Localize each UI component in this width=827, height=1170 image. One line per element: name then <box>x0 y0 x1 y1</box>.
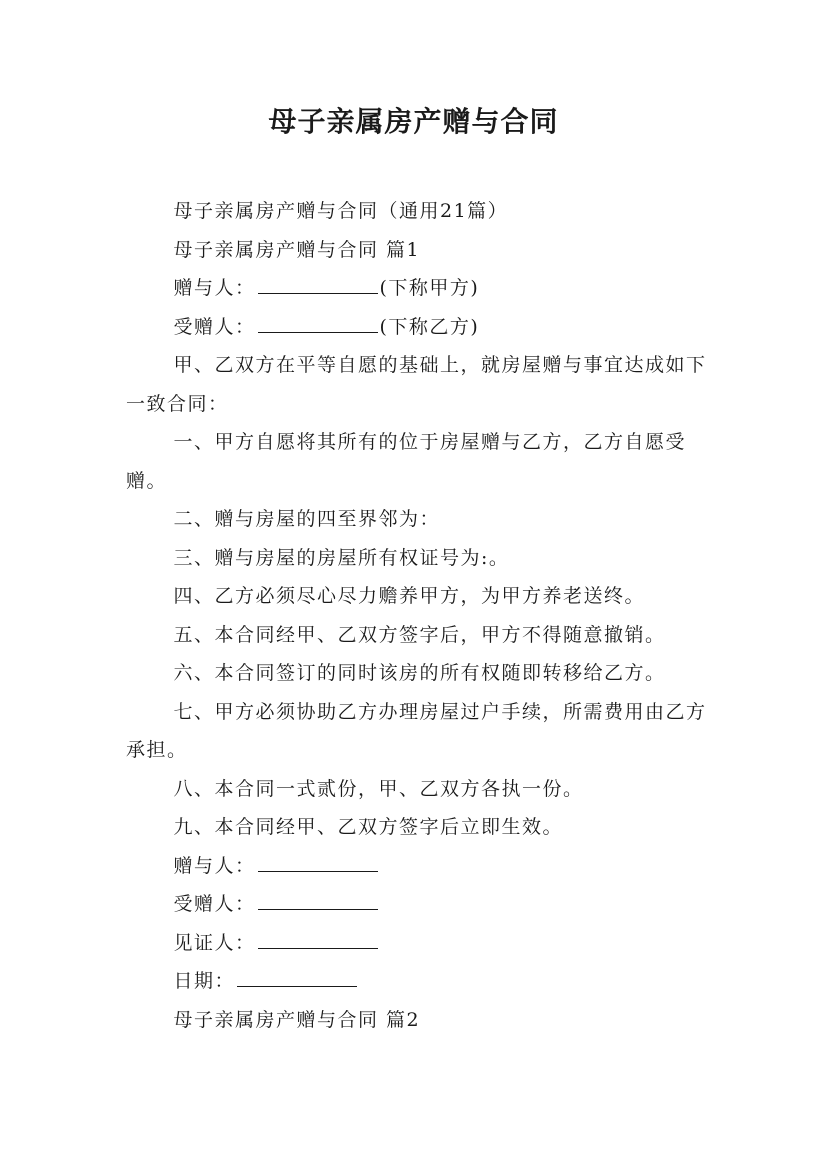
signature-donor-label: 赠与人： <box>173 854 256 877</box>
clause-9: 九、本合同经甲、乙双方签字后立即生效。 <box>173 816 564 838</box>
donor-label: 赠与人： <box>173 277 256 299</box>
paragraph-section-heading-1: 母子亲属房产赠与合同 篇1 <box>173 238 421 261</box>
donor-line <box>126 269 716 308</box>
signature-date-line <box>126 962 716 1001</box>
recipient-blank <box>258 331 378 333</box>
clause-1: 一、甲方自愿将其所有的位于房屋赠与乙方，乙方自愿受赠。 <box>126 431 687 492</box>
signature-date-label: 日期： <box>173 970 236 992</box>
clause-2: 二、赠与房屋的四至界邻为： <box>173 508 441 530</box>
recipient-line <box>126 308 716 347</box>
signature-recipient-line <box>126 885 716 924</box>
clause-3: 三、赠与房屋的房屋所有权证号为:。 <box>173 546 510 569</box>
document-title: 母子亲属房产赠与合同 <box>268 105 559 138</box>
clause-4: 四、乙方必须尽心尽力赡养甲方，为甲方养老送终。 <box>173 585 646 607</box>
document-body <box>126 192 716 1039</box>
paragraph-intro: 甲、乙双方在平等自愿的基础上，就房屋赠与事宜达成如下一致合同： <box>126 354 707 415</box>
signature-witness-line <box>126 924 716 963</box>
signature-recipient-blank <box>258 908 378 910</box>
signature-recipient-label: 受赠人： <box>173 893 256 915</box>
clause-5: 五、本合同经甲、乙双方签字后，甲方不得随意撤销。 <box>173 623 666 646</box>
signature-donor-blank <box>258 870 378 872</box>
donor-suffix: (下称甲方) <box>379 277 480 299</box>
clause-6: 六、本合同签订的同时该房的所有权随即转移给乙方。 <box>173 662 666 684</box>
signature-witness-label: 见证人： <box>173 931 256 954</box>
paragraph-subtitle: 母子亲属房产赠与合同（通用21篇） <box>173 200 509 222</box>
recipient-label: 受赠人： <box>173 315 256 338</box>
clause-7: 七、甲方必须协助乙方办理房屋过户手续，所需费用由乙方承担。 <box>126 700 707 761</box>
recipient-suffix: (下称乙方) <box>379 315 480 338</box>
donor-blank <box>258 292 378 294</box>
signature-date-blank <box>237 985 357 987</box>
clause-8: 八、本合同一式贰份，甲、乙双方各执一份。 <box>173 777 584 800</box>
paragraph-section-heading-2: 母子亲属房产赠与合同 篇2 <box>173 1008 421 1031</box>
signature-donor-line <box>126 847 716 886</box>
signature-witness-blank <box>258 947 378 949</box>
